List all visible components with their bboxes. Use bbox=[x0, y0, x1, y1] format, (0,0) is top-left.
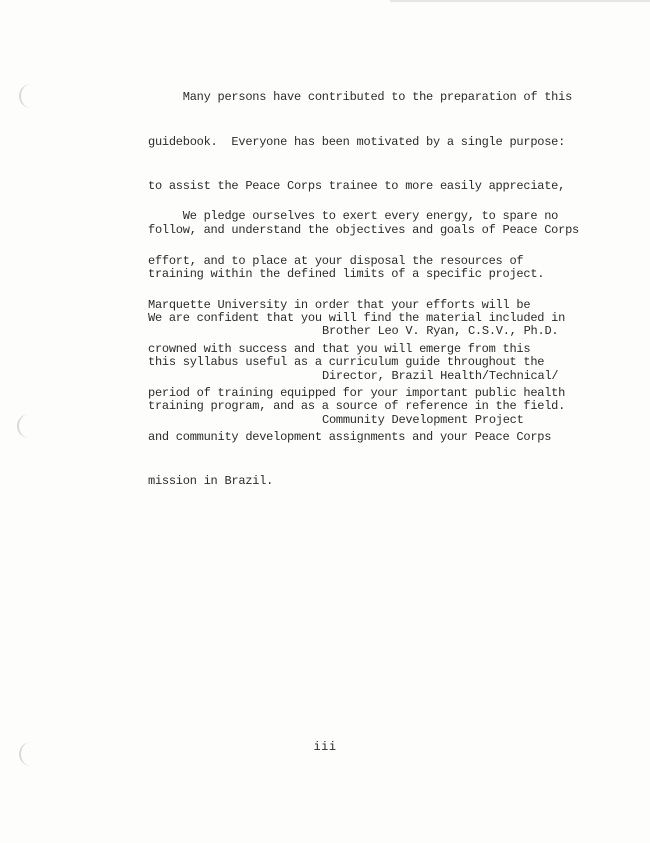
text-line: to assist the Peace Corps trainee to more easily appreciate, bbox=[148, 178, 566, 193]
text-line: training within the defined limits of a specific project. bbox=[148, 266, 545, 281]
text-line: We pledge ourselves to exert every energy, to spare no bbox=[148, 209, 559, 224]
binder-hole-mark bbox=[17, 414, 31, 438]
text-line: this syllabus useful as a curriculum guide throughout the bbox=[148, 355, 545, 370]
signature-title: Director, Brazil Health/Technical/ bbox=[322, 368, 559, 383]
page-number: iii bbox=[313, 740, 337, 754]
text-line: mission in Brazil. bbox=[148, 474, 274, 489]
text-line: Marquette University in order that your efforts will be bbox=[148, 297, 531, 312]
text-line: crowned with success and that you will emerge from this bbox=[148, 341, 531, 356]
text-line: guidebook. Everyone has been motivated by a single purpose: bbox=[148, 134, 566, 149]
text-line: training program, and as a source of reference in the field. bbox=[148, 399, 566, 414]
text-line: follow, and understand the objectives and goals of Peace Corps bbox=[148, 222, 579, 237]
text-line: We are confident that you will find the material included in bbox=[148, 310, 566, 325]
text-line: Many persons have contributed to the preparation of this bbox=[148, 90, 573, 105]
binder-hole-mark bbox=[19, 84, 33, 108]
text-line: effort, and to place at your disposal the resources of bbox=[148, 253, 524, 268]
signature-block bbox=[322, 295, 558, 457]
signature-name: Brother Leo V. Ryan, C.S.V., Ph.D. bbox=[322, 324, 559, 339]
signature-project: Community Development Project bbox=[322, 412, 524, 427]
scan-edge-mark bbox=[390, 0, 650, 2]
text-line: and community development assignments and your Peace Corps bbox=[148, 429, 552, 444]
text-line: period of training equipped for your important public health bbox=[148, 385, 566, 400]
